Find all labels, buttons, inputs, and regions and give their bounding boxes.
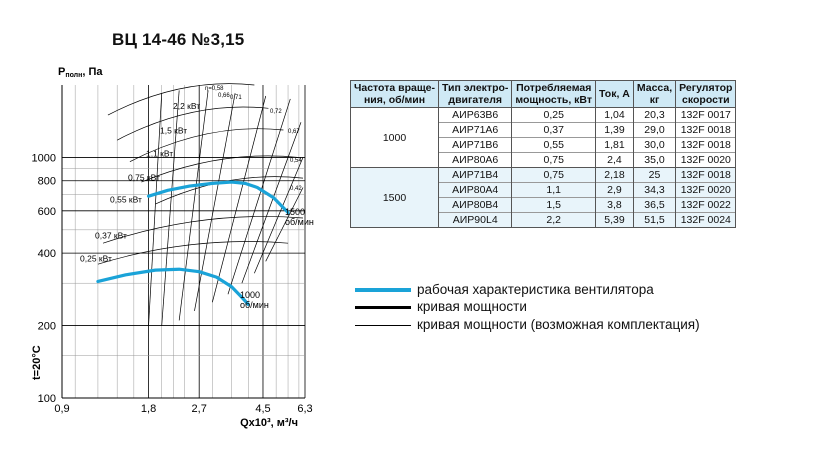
specs-table-header: [351, 81, 736, 108]
specs-table: [350, 80, 736, 228]
y-tick-label: 100: [37, 393, 56, 405]
legend-swatch-power: [355, 306, 411, 309]
table-cell: 5,39: [596, 213, 634, 228]
table-cell: 2,2: [512, 213, 596, 228]
power-label: 0,75 кВт: [128, 172, 160, 183]
efficiency-label: 0,72: [270, 109, 282, 115]
table-cell: АИР71В6: [439, 138, 512, 153]
power-label: 0,25 кВт: [80, 253, 112, 264]
efficiency-label: 0,54: [290, 158, 302, 164]
table-header-0: Частота враще- ния, об/мин: [351, 81, 439, 108]
table-cell: 30,0: [633, 138, 675, 153]
efficiency-ray: [228, 99, 290, 294]
speed-label: об/мин: [285, 217, 314, 227]
x-tick-label: 2,7: [191, 403, 207, 415]
legend-swatch-working: [355, 288, 411, 292]
power-label: 1,1 кВт: [146, 148, 174, 159]
table-cell-speed: 1000: [351, 108, 439, 168]
legend-label-power: кривая мощности: [417, 299, 527, 314]
table-cell: 0,75: [512, 168, 596, 183]
y-axis-label: Pполн, Па: [58, 66, 103, 79]
table-cell: 3,8: [596, 198, 634, 213]
table-cell: АИР71В4: [439, 168, 512, 183]
table-cell: 132F 0018: [676, 123, 736, 138]
table-cell: 132F 0018: [676, 168, 736, 183]
table-cell: 0,37: [512, 123, 596, 138]
efficiency-label: η=0,58: [205, 86, 224, 92]
legend-label-working: рабочая характеристика вентилятора: [417, 282, 654, 297]
speed-label: 1500: [285, 207, 306, 217]
efficiency-label: 0,66: [218, 93, 230, 99]
table-cell: 1,39: [596, 123, 634, 138]
table-cell: 132F 0022: [676, 198, 736, 213]
y-tick-label: 200: [37, 320, 56, 333]
table-header-3: Ток, А: [596, 81, 634, 108]
y-tick-label: 600: [37, 205, 56, 218]
table-cell: 35,0: [633, 153, 675, 168]
legend-swatch-power-optional: [355, 325, 411, 326]
efficiency-label: 0,71: [230, 95, 242, 101]
speed-label: 1000: [240, 290, 261, 300]
table-cell: 1,81: [596, 138, 634, 153]
table-cell: АИР63В6: [439, 108, 512, 123]
table-cell: 25: [633, 168, 675, 183]
x-tick-label: 1,8: [140, 403, 157, 415]
power-curve: [117, 107, 268, 140]
table-row: [351, 108, 736, 123]
table-cell: АИР71А6: [439, 123, 512, 138]
table-cell: АИР80А6: [439, 153, 512, 168]
table-cell: АИР80А4: [439, 183, 512, 198]
speed-label: об/мин: [240, 300, 269, 310]
table-cell: 20,3: [633, 108, 675, 123]
table-cell: 132F 0018: [676, 138, 736, 153]
table-header-2: Потребляемая мощность, кВт: [512, 81, 596, 108]
power-curve: [141, 156, 298, 182]
table-cell: 132F 0020: [676, 153, 736, 168]
x-tick-label: 6,3: [297, 403, 313, 415]
efficiency-ray: [194, 93, 235, 311]
efficiency-ray: [212, 96, 265, 302]
table-cell: 132F 0020: [676, 183, 736, 198]
table-header-4: Масса, кг: [633, 81, 675, 108]
chart-title: ВЦ 14-46 №3,15: [112, 30, 245, 49]
power-label: 0,37 кВт: [95, 230, 127, 241]
efficiency-ray: [242, 122, 301, 283]
table-cell: 2,18: [596, 168, 634, 183]
efficiency-label: 0,67: [288, 129, 300, 135]
power-label: 0,55 кВт: [110, 194, 142, 205]
table-cell: 29,0: [633, 123, 675, 138]
x-axis-label: Qx10³, м³/ч: [240, 417, 298, 429]
table-cell: 132F 0024: [676, 213, 736, 228]
temperature-label: t=20°C: [31, 345, 43, 380]
series-line-1500: [149, 182, 288, 212]
table-cell: 36,5: [633, 198, 675, 213]
table-cell: 0,25: [512, 108, 596, 123]
table-cell: 1,1: [512, 183, 596, 198]
y-tick-label: 1000: [31, 152, 56, 165]
legend-label-power-optional: кривая мощности (возможная комплектация): [417, 317, 700, 332]
table-cell: АИР80В4: [439, 198, 512, 213]
fan-performance-chart: [0, 0, 345, 440]
table-row: [351, 168, 736, 183]
table-cell: 34,3: [633, 183, 675, 198]
table-cell: 2,9: [596, 183, 634, 198]
power-label: 2,2 кВт: [173, 100, 201, 111]
series-line-1000: [98, 269, 248, 304]
y-tick-label: 400: [37, 248, 56, 261]
table-cell-speed: 1500: [351, 168, 439, 228]
table-header-5: Регулятор скорости: [676, 81, 736, 108]
table-cell: 1,5: [512, 198, 596, 213]
table-cell: АИР90L4: [439, 213, 512, 228]
x-tick-label: 0,9: [54, 403, 70, 415]
table-cell: 1,04: [596, 108, 634, 123]
table-cell: 2,4: [596, 153, 634, 168]
table-cell: 0,55: [512, 138, 596, 153]
table-cell: 51,5: [633, 213, 675, 228]
efficiency-label: 0,42: [290, 186, 302, 192]
table-header-1: Тип электро- двигателя: [439, 81, 512, 108]
table-cell: 0,75: [512, 153, 596, 168]
y-tick-label: 800: [37, 175, 56, 188]
power-label: 1,5 кВт: [160, 125, 188, 136]
x-tick-label: 4,5: [255, 403, 271, 415]
table-cell: 132F 0017: [676, 108, 736, 123]
